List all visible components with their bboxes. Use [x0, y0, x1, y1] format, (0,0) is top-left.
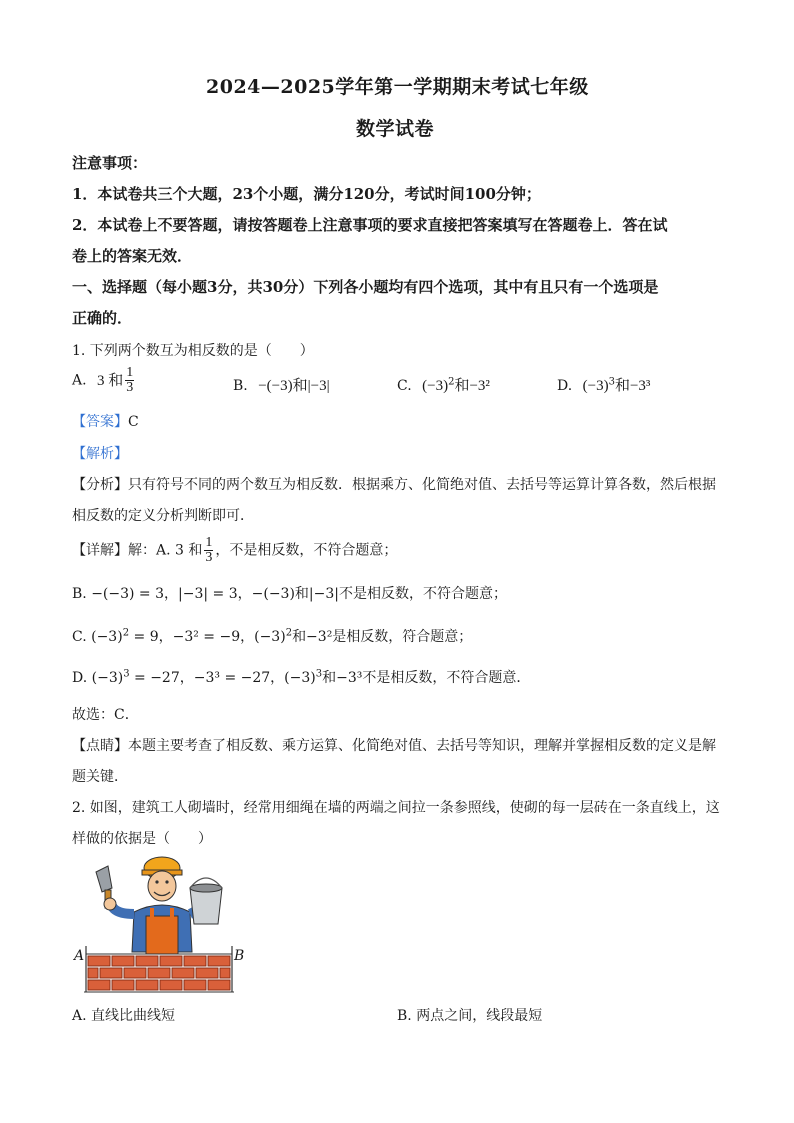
notes-heading: 注意事项： — [72, 154, 148, 172]
q1-option-d-rest: 和−3³ — [614, 378, 651, 394]
q1-option-c-label: C. — [397, 378, 412, 394]
detail-c-2: = 9，−3² = −9，(−3) — [129, 629, 286, 645]
fraction-numerator: 1 — [126, 365, 134, 380]
exam-title: 2024—2025学年第一学期期末考试七年级 — [206, 76, 589, 98]
fenxi-text: 只有符号不同的两个数互为相反数．根据乘方、化简绝对值、去括号等运算计算各数，然后根据 — [128, 477, 716, 493]
q2-stem-line2: 样做的依据是（ ） — [72, 831, 212, 847]
section-heading-line2: 正确的． — [72, 309, 133, 327]
detail-d-1: D. (−3) — [72, 670, 124, 686]
q2-option-b: B. 两点之间，线段最短 — [397, 1008, 543, 1024]
section-heading-line1: 一、选择题（每小题3分，共30分）下列各小题均有四个选项，其中有且只有一个选项是 — [72, 278, 659, 296]
q1-detail-c — [72, 626, 472, 646]
q1-option-c-base: (−3) — [422, 378, 449, 394]
detail-c-3: 和−3²是相反数，符合题意； — [292, 629, 473, 645]
q1-stem: 1. 下列两个数互为相反数的是（ ） — [72, 343, 314, 359]
dianjing-tag: 【点睛】 — [72, 738, 128, 754]
q1-fenxi-line2: 相反数的定义分析判断即可． — [72, 508, 254, 524]
detail-a-pre: 解：A. 3 和 — [128, 542, 203, 559]
q1-option-d — [557, 374, 650, 395]
detail-a-post: ，不是相反数，不符合题意； — [215, 542, 398, 559]
detail-c-1: C. (−3) — [72, 629, 123, 645]
q1-option-c — [397, 374, 490, 395]
q1-option-b-text: −(−3)和|−3| — [258, 378, 330, 394]
point-b-label: B — [234, 948, 245, 964]
detail-d-2: = −27，−3³ = −27，(−3) — [129, 670, 316, 686]
q1-option-c-exponent: 2 — [448, 376, 455, 388]
detail-d-exp2: 3 — [315, 668, 323, 680]
analysis-tag: 【解析】 — [72, 446, 128, 462]
q1-detail-a — [72, 536, 397, 565]
q2-figure — [72, 852, 252, 994]
q1-option-a-fraction — [125, 366, 134, 395]
q1-option-d-exponent: 3 — [608, 376, 615, 388]
fraction-denominator: 3 — [205, 550, 213, 565]
dianjing-text: 本题主要考查了相反数、乘方运算、化简绝对值、去括号等知识，理解并掌握相反数的定义是解 — [128, 738, 716, 754]
detail-a-fraction — [204, 536, 213, 565]
detail-c-exp: 2 — [122, 627, 130, 639]
q1-dianjing-line1 — [72, 735, 716, 755]
answer-tag: 【答案】 — [72, 414, 128, 430]
detail-d-exp: 3 — [123, 668, 130, 680]
fenxi-tag: 【分析】 — [72, 477, 128, 493]
notes-item-2a: 2．本试卷上不要答题，请按答题卷上注意事项的要求直接把答案填写在答题卷上．答在试 — [72, 216, 668, 234]
q1-dianjing-line2: 题关键． — [72, 769, 128, 785]
q1-detail-d — [72, 667, 530, 687]
notes-item-1: 1．本试卷共三个大题，23个小题，满分120分，考试时间100分钟； — [72, 185, 541, 203]
q1-option-a — [72, 366, 136, 395]
fraction-denominator: 3 — [126, 380, 134, 395]
q1-option-b — [233, 374, 330, 395]
q1-choice: 故选：C． — [72, 707, 139, 723]
q1-option-d-base: (−3) — [582, 378, 609, 394]
q2-option-a: A. 直线比曲线短 — [72, 1008, 176, 1024]
bricklayer-illustration — [72, 852, 252, 994]
detail-d-3: 和−3³不是相反数，不符合题意． — [322, 670, 531, 686]
notes-item-2b: 卷上的答案无效． — [72, 247, 193, 265]
answer-value: C — [128, 414, 139, 430]
q1-option-d-label: D. — [557, 378, 573, 394]
q1-option-a-text: 3 和 — [97, 372, 124, 389]
exam-subtitle: 数学试卷 — [356, 118, 435, 140]
fraction-numerator: 1 — [205, 535, 213, 550]
q1-fenxi-line1 — [72, 474, 716, 494]
q1-detail-b: B. −(−3) = 3，|−3| = 3，−(−3)和|−3|不是相反数，不符合题意； — [72, 586, 507, 602]
detail-tag: 【详解】 — [72, 542, 128, 559]
q2-stem-line1: 2. 如图，建筑工人砌墙时，经常用细绳在墙的两端之间拉一条参照线，使砌的每一层砖在一条直线上，这 — [72, 800, 720, 816]
q1-option-c-rest: 和−3² — [454, 378, 490, 394]
q1-option-b-label: B. — [233, 378, 248, 394]
q1-option-a-label: A. — [72, 372, 87, 389]
q1-answer — [72, 411, 139, 431]
detail-c-exp2: 2 — [285, 627, 293, 639]
point-a-label: A — [74, 948, 85, 964]
